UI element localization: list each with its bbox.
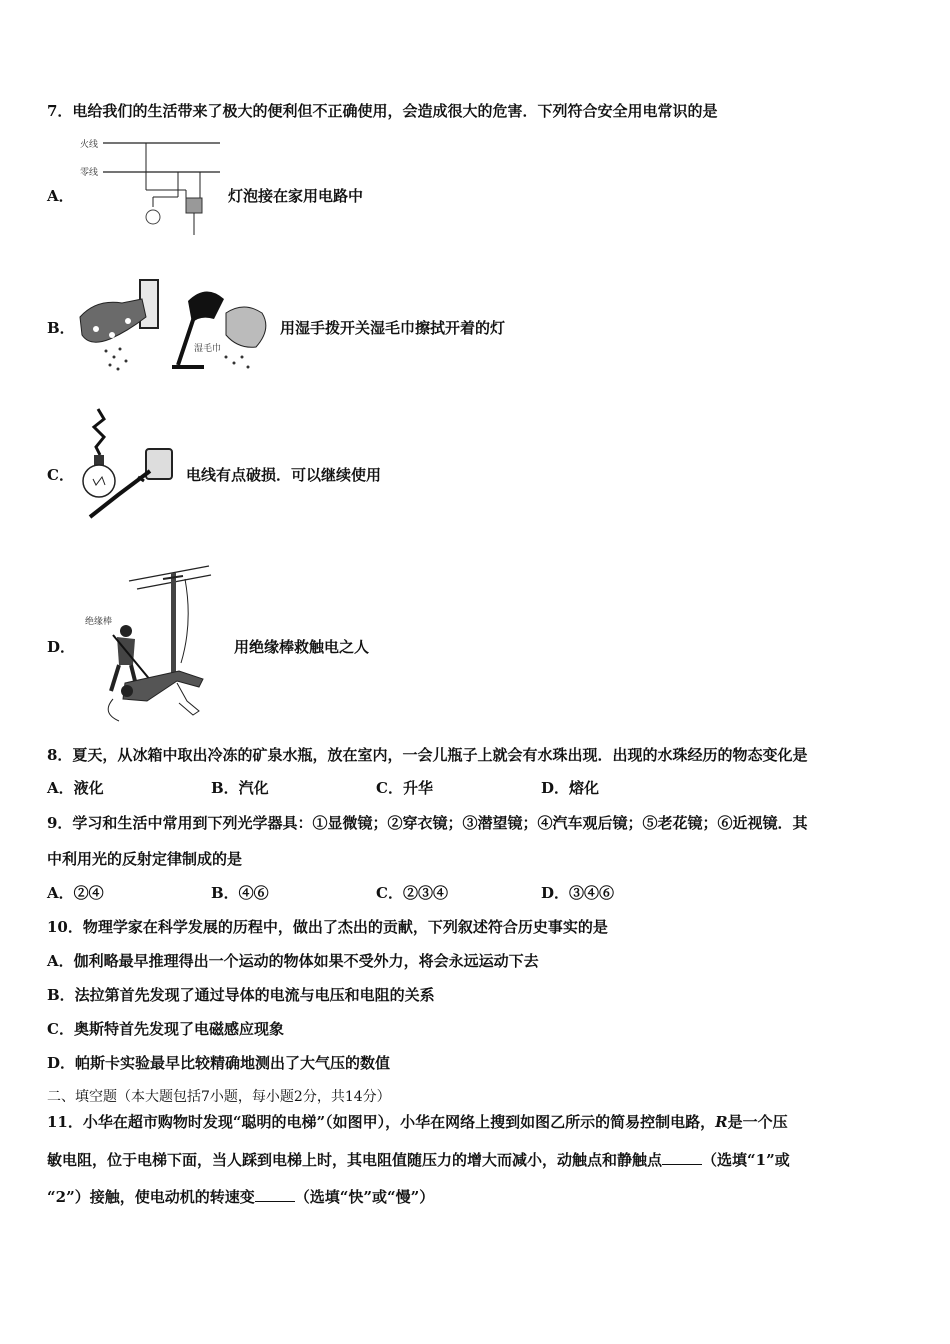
q8-option-d: D．熔化	[541, 779, 600, 797]
q7-stem: 7．电给我们的生活带来了极大的便利但不正确使用，会造成很大的危害．下列符合安全用电常识的是	[47, 102, 718, 120]
q9-option-c: C．②③④	[376, 884, 448, 902]
q7-option-a-letter: A．	[47, 187, 74, 205]
q10-stem: 10．物理学家在科学发展的历程中，做出了杰出的贡献，下列叙述符合历史事实的是	[47, 918, 608, 936]
insulating-rod-label: 绝缘棒	[85, 617, 113, 627]
q10-option-a: A．伽利略最早推理得出一个运动的物体如果不受外力，将会永远运动下去	[47, 952, 539, 970]
answer-blank-2[interactable]	[255, 1187, 295, 1202]
q7-option-b-letter: B．	[47, 319, 75, 337]
q7-option-d-letter: D．	[47, 638, 76, 656]
q8-stem: 8．夏天，从冰箱中取出冷冻的矿泉水瓶，放在室内，一会儿瓶子上就会有水珠出现．出现的水珠经历的物态变化是	[47, 746, 808, 764]
section-heading: 二、填空题（本大题包括7小题，每小题2分，共14分）	[47, 1089, 391, 1105]
q9-option-a: A．②④	[47, 884, 104, 902]
q9-option-d: D．③④⑥	[541, 884, 615, 902]
q7-option-b-text: 用湿手拨开关湿毛巾擦拭开着的灯	[280, 319, 506, 337]
damaged-wire-illustration	[78, 405, 178, 520]
circuit-diagram	[78, 135, 223, 237]
q10-option-c: C．奥斯特首先发现了电磁感应现象	[47, 1020, 284, 1038]
q11-line1: 11．小华在超市购物时发现“聪明的电梯”（如图甲），小华在网络上搜到如图乙所示的简易控制电路，R是一个压	[47, 1113, 788, 1131]
q9-option-b: B．④⑥	[211, 884, 269, 902]
wet-hands-illustration	[76, 277, 276, 372]
neutral-wire-label: 零线	[80, 168, 99, 178]
q11-line2: 敏电阻，位于电梯下面，当人踩到电梯上时，其电阻值随压力的增大而减小，动触点和静触点 （选填“1”或	[47, 1151, 790, 1169]
q7-option-a-text: 灯泡接在家用电路中	[228, 187, 364, 205]
q10-option-d: D．帕斯卡实验最早比较精确地测出了大气压的数值	[47, 1054, 391, 1072]
q11-line3: “2”）接触，使电动机的转速变 （选填“快”或“慢”）	[47, 1188, 435, 1206]
live-wire-label: 火线	[80, 140, 99, 150]
q7-option-c-text: 电线有点破损．可以继续使用	[186, 466, 382, 484]
q8-option-a: A．液化	[47, 779, 104, 797]
wet-towel-label: 湿毛巾	[194, 344, 222, 354]
resistor-symbol: R	[715, 1113, 728, 1131]
q9-stem-line1: 9．学习和生活中常用到下列光学器具：①显微镜；②穿衣镜；③潜望镜；④汽车观后镜；⑤老花镜；⑥近视镜．其	[47, 814, 808, 832]
q8-option-b: B．汽化	[211, 779, 269, 797]
rescue-illustration	[83, 563, 215, 725]
q10-option-b: B．法拉第首先发现了通过导体的电流与电压和电阻的关系	[47, 986, 435, 1004]
q7-option-d-text: 用绝缘棒救触电之人	[234, 638, 370, 656]
q7-option-c-letter: C．	[47, 466, 74, 484]
q8-option-c: C．升华	[376, 779, 433, 797]
answer-blank-1[interactable]	[662, 1150, 702, 1165]
q9-stem-line2: 中利用光的反射定律制成的是	[47, 850, 243, 868]
